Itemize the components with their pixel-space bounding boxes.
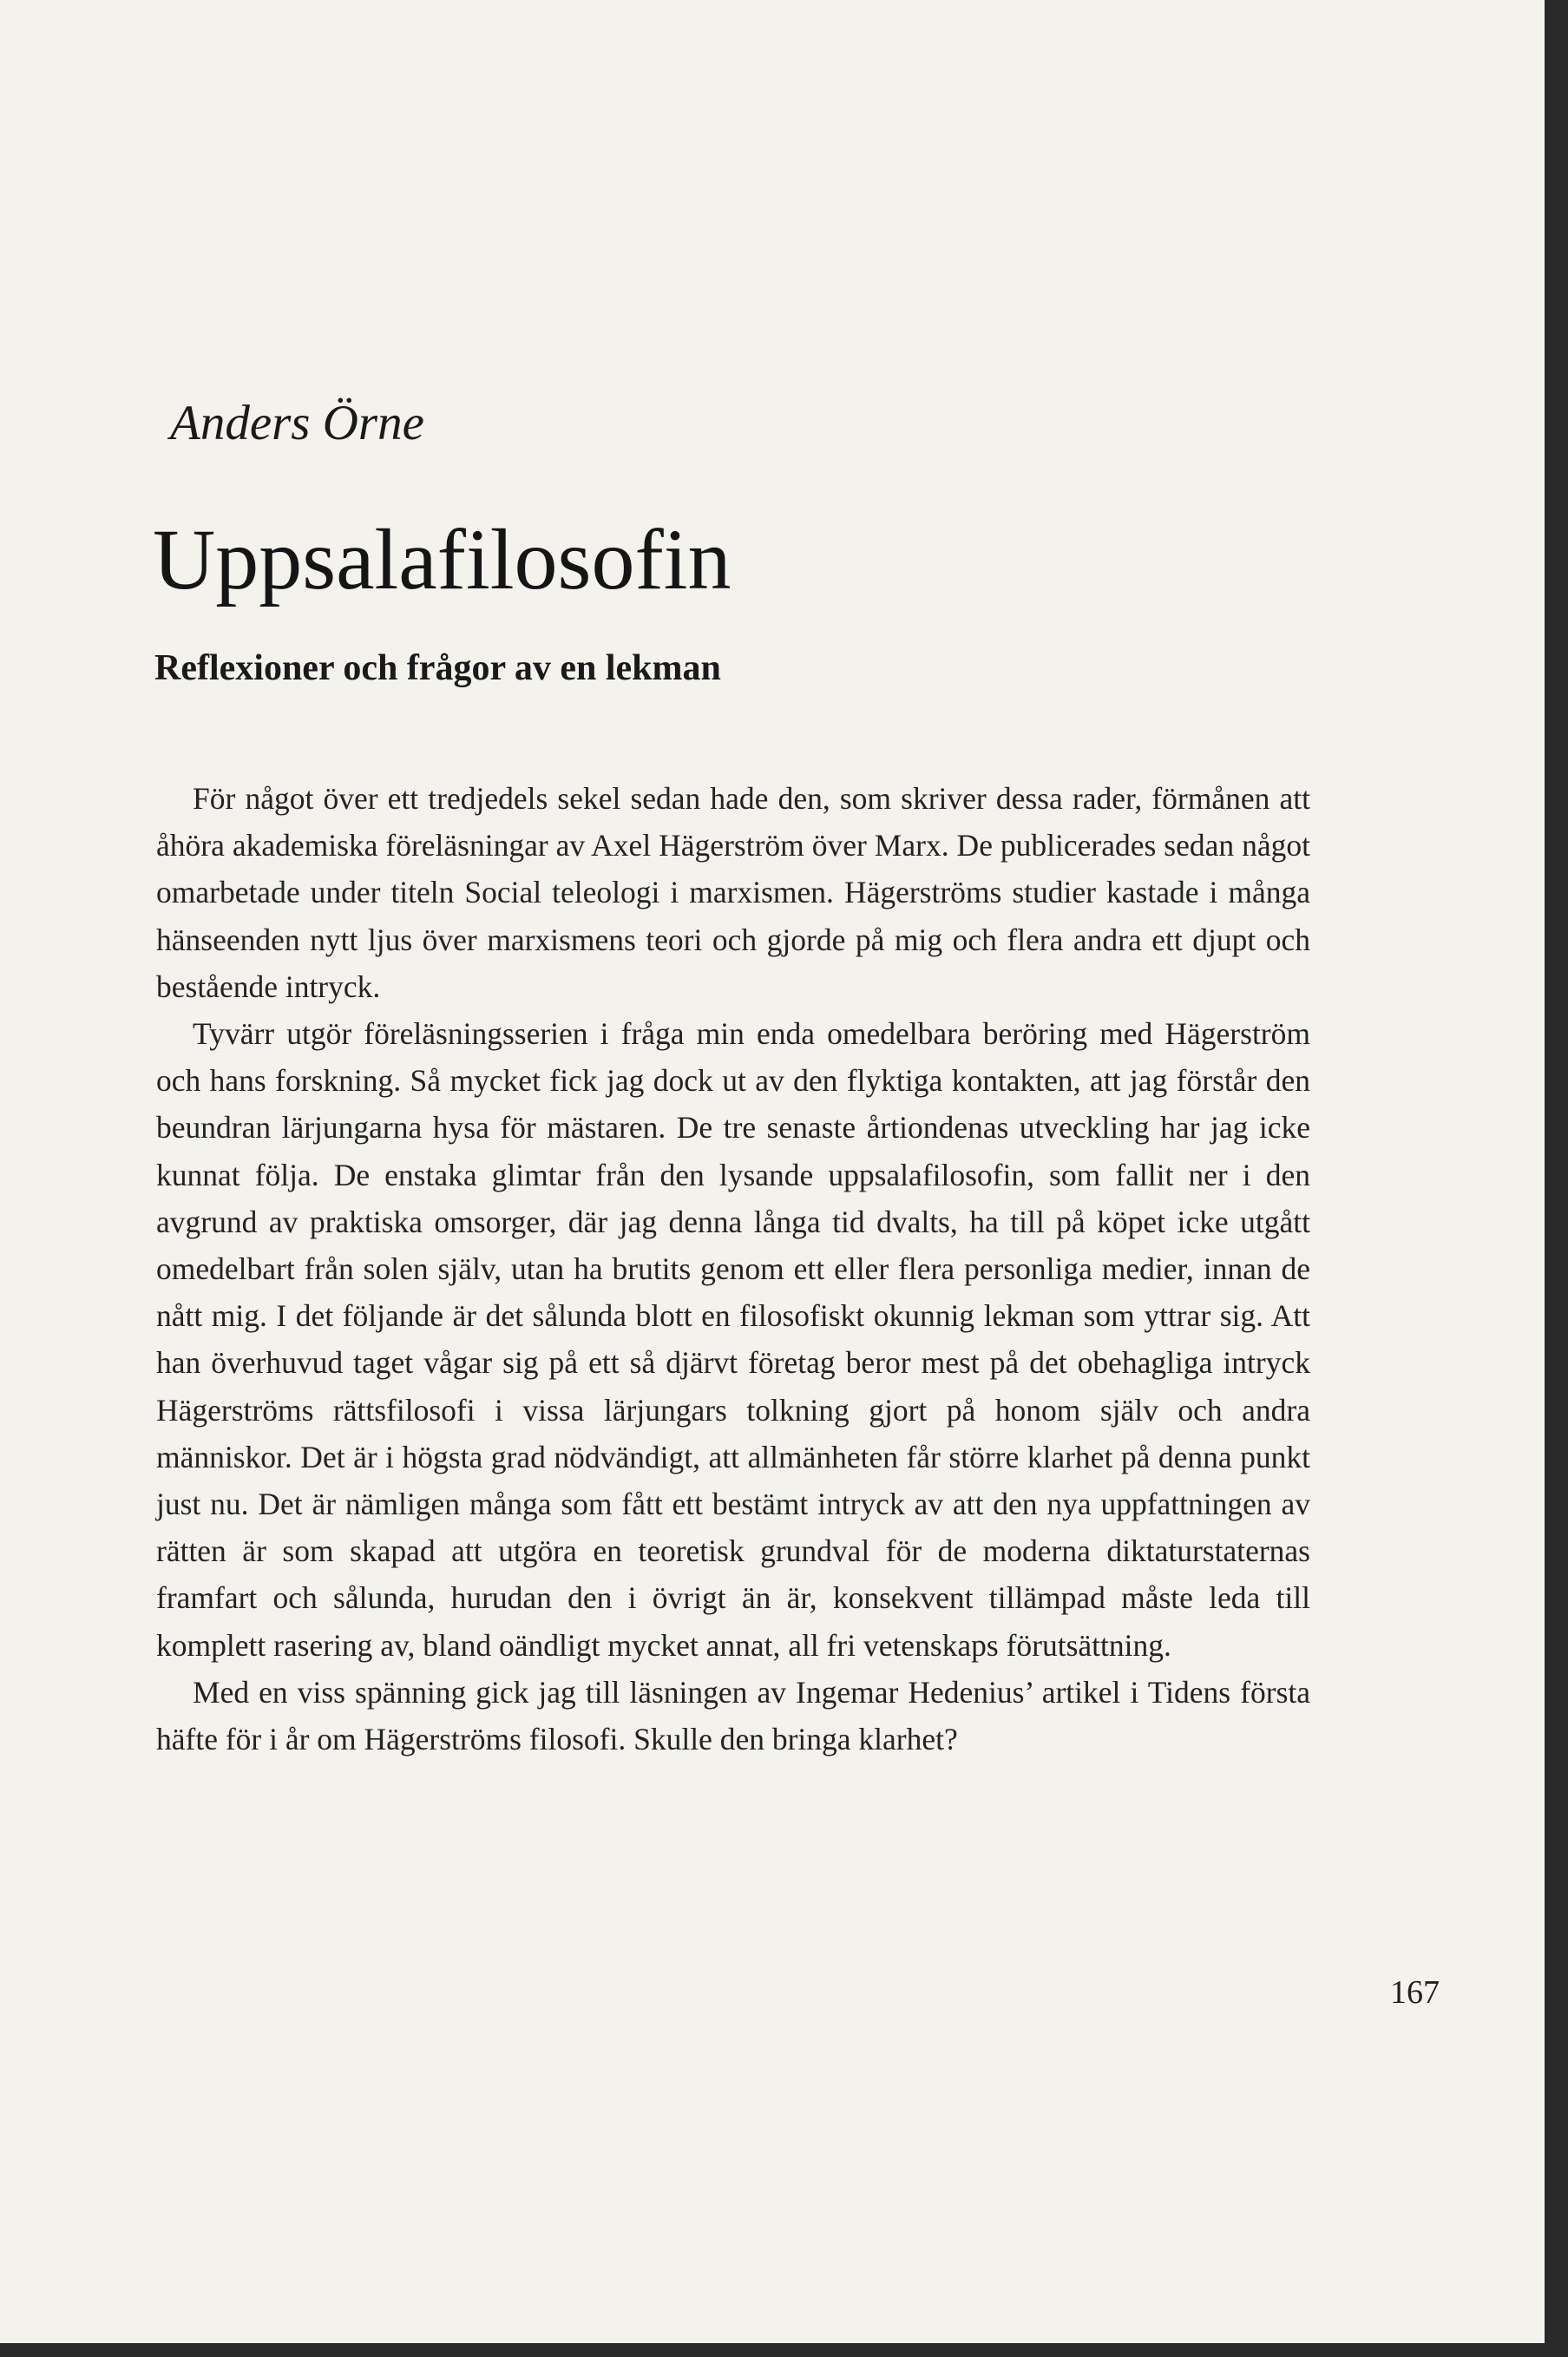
author-name: Anders Örne — [170, 396, 424, 450]
paragraph: Med en viss spänning gick jag till läsningen av Ingemar Hedenius’ artikel i Tidens första häfte för i år om Hägerströms filosofi. Skulle den bringa klarhet? — [156, 1674, 1310, 1757]
paragraph: För något över ett tredjedels sekel sedan hade den, som skriver dessa rader, förmånen att åhöra akademiska föreläsningar av Axel Hägerström över Marx. De publicerades sedan något omarbetade under titeln Social teleologi i marxismen. Hägerströms studier kastade i många hänseenden nytt ljus över marxismens teori och gjorde på mig och flera andra ett djupt och bestående intryck. — [156, 781, 1310, 1004]
page-number: 167 — [1390, 1974, 1440, 2011]
paragraph: Tyvärr utgör föreläsningsserien i fråga min enda omedelbara beröring med Hägerström och hans forskning. Så mycket fick jag dock ut av den flyktiga kontakten, att jag förstår den beundran lärjungarna hysa för mästaren. De tre senaste årtiondenas utveckling har jag icke kunnat följa. De enstaka glimtar från den lysande uppsalafilosofin, som fallit ner i den avgrund av praktiska omsorger, där jag denna långa tid dvalts, ha till på köpet icke utgått omedelbart från solen själv, utan ha brutits genom ett eller flera personliga medier, innan de nått mig. I det följande är det sålunda blott en filosofiskt okunnig lekman som yttrar sig. Att han överhuvud taget vågar sig på ett så djärvt företag beror mest på det obehagliga intryck Hägerströms rättsfilosofi i vissa lärjungars tolkning gjort på honom själv och andra människor. Det är i högsta grad nödvändigt, att allmänheten får större klarhet på denna punkt just nu. Det är nämligen många som fått ett bestämt intryck av att den nya uppfattningen av rätten är som skapad att utgöra en teoretisk grundval för de moderna diktaturstaternas framfart och sålunda, hurudan den i övrigt än är, konsekvent tillämpad måste leda till komplett rasering av, bland oändligt mycket annat, all fri vetenskaps förutsättning. — [156, 1016, 1310, 1663]
article-subtitle: Reflexioner och frågor av en lekman — [154, 648, 721, 688]
article-title: Uppsalafilosofin — [153, 511, 732, 607]
article-body — [156, 775, 1310, 1763]
